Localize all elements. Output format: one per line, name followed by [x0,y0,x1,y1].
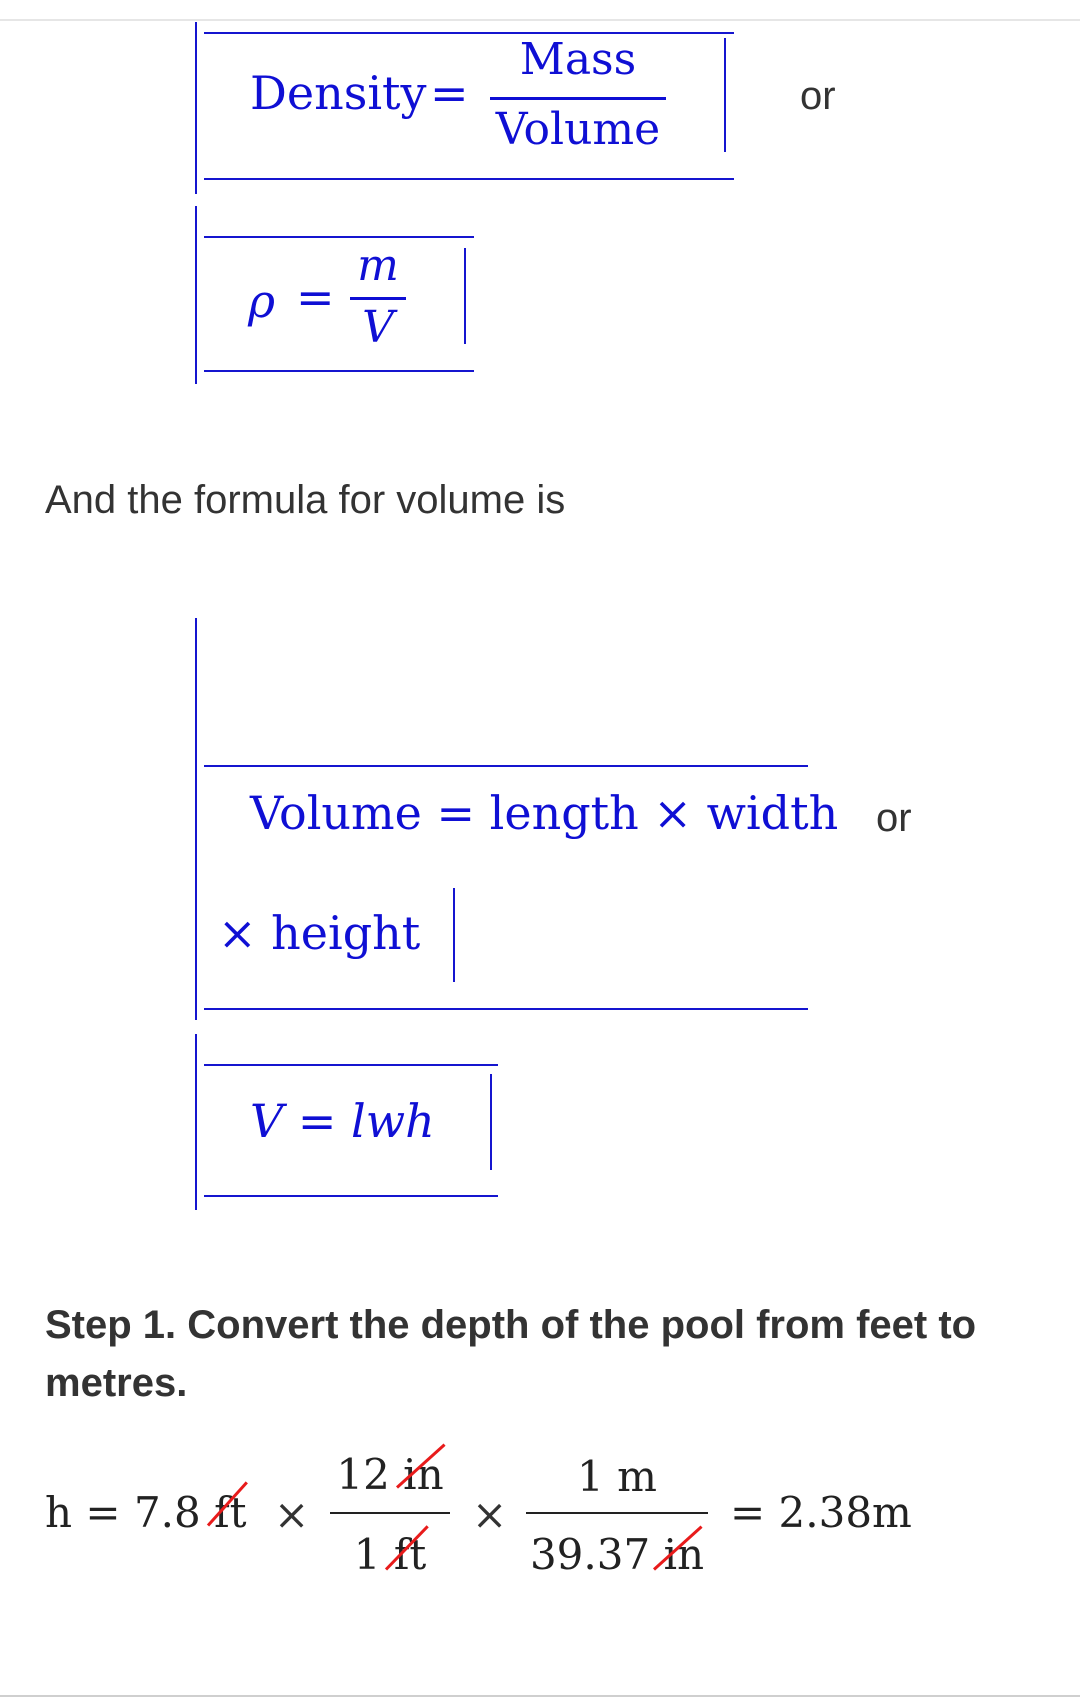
fraction2-bar [526,1512,708,1514]
box-bottom-border [204,1008,808,1010]
box-left-border [195,22,197,194]
equals-sign: = [296,270,335,324]
cancelled-unit [214,1488,246,1537]
box-top-border [204,1064,498,1066]
value-1: 1 [353,1530,381,1579]
volume-equation-line2: × height [218,906,421,960]
volume-intro-text: And the formula for volume is [45,478,566,522]
box-left-border [195,206,197,384]
h-value: h = 7.8 [45,1488,201,1537]
cancelled-unit [403,1450,443,1499]
box-right-border [453,888,455,982]
fraction-bar [350,297,406,300]
m-numerator: m [357,240,399,291]
unit-ft: ft [214,1488,247,1537]
or-text: or [876,796,912,840]
box-bottom-border [204,1195,498,1197]
box-top-border [204,236,474,238]
box-bottom-border [204,178,734,180]
box-right-border [464,248,466,344]
v-denominator: V [362,302,394,353]
equals-sign: = [430,66,469,120]
box-right-border [724,38,726,152]
box-top-border [204,765,808,767]
h-equals-value [45,1488,247,1537]
value-39-37: 39.37 [529,1530,651,1579]
volume-equation-line1: Volume = length × width [250,786,839,840]
fraction1-numerator [330,1450,450,1499]
unit-in: in [663,1530,705,1579]
fraction1-bar [330,1512,450,1514]
cancelled-unit [664,1530,704,1579]
box-left-border [195,1034,197,1210]
times-sign: × [472,1490,508,1539]
value-12: 12 [336,1450,390,1499]
times-sign: × [274,1490,310,1539]
top-divider [0,19,1080,21]
unit-in: in [403,1450,444,1499]
cancelled-unit [394,1530,426,1579]
step1-heading: Step 1. Convert the depth of the pool from feet to metres. [45,1303,977,1405]
fraction2-numerator: 1 m [577,1452,657,1501]
fraction1-denominator [330,1530,450,1579]
result-value: = 2.38m [730,1488,912,1537]
box-right-border [490,1074,492,1170]
fraction2-denominator [526,1530,708,1579]
box-left-border [195,618,197,1020]
volume-denominator: Volume [495,104,661,155]
v-equals-lwh: V = lwh [250,1094,435,1148]
box-bottom-border [204,370,474,372]
mass-numerator: Mass [519,34,637,85]
bottom-divider [0,1695,1080,1697]
unit-ft: ft [393,1530,427,1579]
density-label: Density [250,66,427,120]
fraction-bar [490,97,666,100]
rho-symbol: ρ [248,274,276,328]
or-text: or [800,74,836,118]
